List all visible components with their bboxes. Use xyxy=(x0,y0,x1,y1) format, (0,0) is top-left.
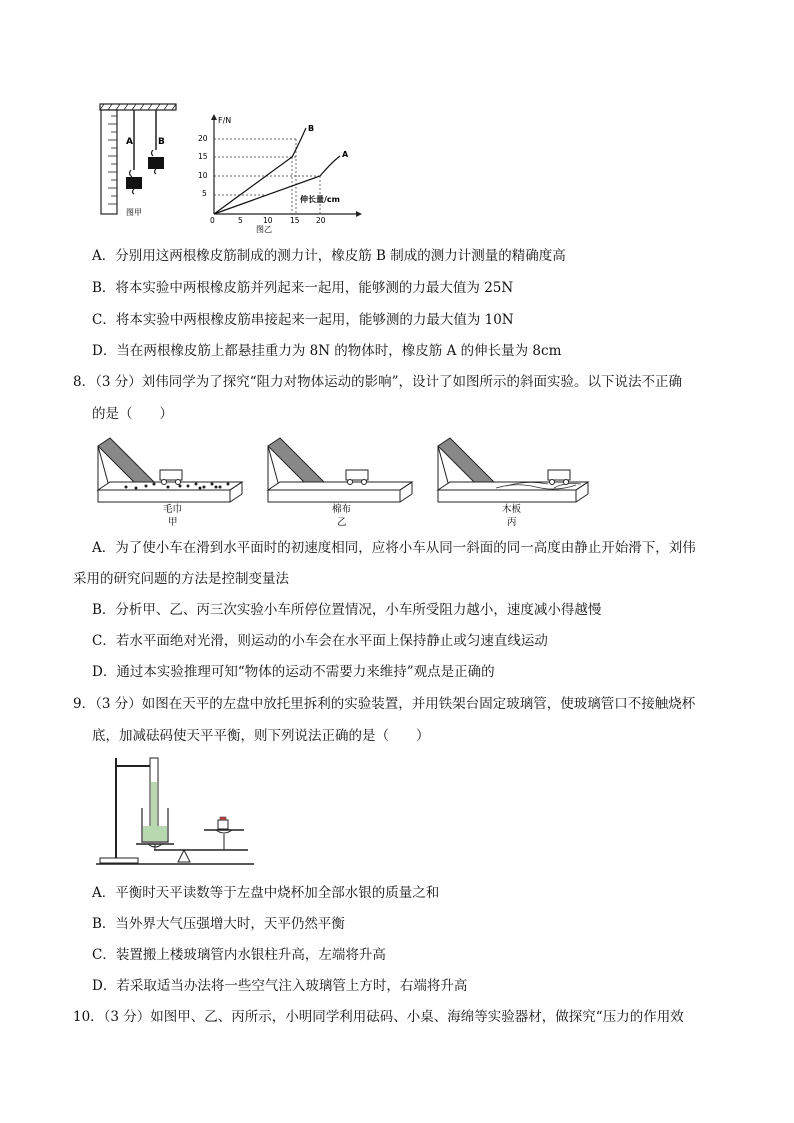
q9-stem: 9．（3 分）如图在天平的左盘中放托里拆利的实验装置，并用铁架台固定玻璃管，使玻璃管口不接触烧杯 xyxy=(73,696,696,712)
figure-incline-towel xyxy=(96,432,246,528)
band-a-label: A xyxy=(126,137,133,147)
x-tick: 15 xyxy=(290,216,300,225)
figure-jia-caption: 图甲 xyxy=(126,208,142,217)
q9-option-b: B．当外界大气压强增大时，天平仍然平衡 xyxy=(92,916,345,932)
curve-a-label: A xyxy=(342,150,349,159)
y-tick: 15 xyxy=(198,152,208,161)
q8-option-a-cont: 采用的研究问题的方法是控制变量法 xyxy=(73,571,289,587)
curve-b-label: B xyxy=(308,124,315,133)
surface-material: 棉布 xyxy=(332,504,352,515)
figure-incline-wood xyxy=(436,432,592,528)
x-tick: 20 xyxy=(316,216,326,225)
q9-option-d: D．若采取适当办法将一些空气注入玻璃管上方时，右端将升高 xyxy=(92,978,468,994)
q8-option-d: D．通过本实验推理可知“物体的运动不需要力来维持”观点是正确的 xyxy=(92,664,495,680)
q8-option-c: C．若水平面绝对光滑，则运动的小车会在水平面上保持静止或匀速直线运动 xyxy=(92,633,548,649)
q7-option-c: C．将本实验中两根橡皮筋串接起来一起用，能够测的力最大值为 10N xyxy=(92,312,514,328)
q9-stem-cont: 底，加减砝码使天平平衡，则下列说法正确的是（ ） xyxy=(92,728,430,744)
surface-name: 丙 xyxy=(507,517,517,528)
y-axis-label: F/N xyxy=(218,116,232,125)
q8-option-b: B．分析甲、乙、丙三次实验小车所停位置情况，小车所受阻力越小，速度减小得越慢 xyxy=(92,602,602,618)
q9-option-c: C．装置搬上楼玻璃管内水银柱升高，左端将升高 xyxy=(92,947,386,963)
q9-option-a: A．平衡时天平读数等于左盘中烧杯加全部水银的质量之和 xyxy=(92,885,440,901)
q8-stem: 8．（3 分）刘伟同学为了探究“阻力对物体运动的影响”，设计了如图所示的斜面实验。以下说法不正确 xyxy=(73,374,683,390)
figure-torricelli-balance xyxy=(94,752,256,870)
figure-yi-caption: 图乙 xyxy=(256,225,272,234)
surface-name: 甲 xyxy=(168,517,178,528)
q7-option-a: A．分别用这两根橡皮筋制成的测力计，橡皮筋 B 制成的测力计测量的精确度高 xyxy=(92,248,566,264)
y-tick: 20 xyxy=(198,134,208,143)
surface-name: 乙 xyxy=(337,517,347,528)
q8-stem-cont: 的是（ ） xyxy=(92,406,173,422)
q10-stem: 10．（3 分）如图甲、乙、丙所示，小明同学利用砝码、小桌、海绵等实验器材，做探究“压力的作用效 xyxy=(73,1009,684,1025)
x-tick: 10 xyxy=(263,216,273,225)
x-tick: 5 xyxy=(238,216,243,225)
y-tick: 5 xyxy=(202,189,207,198)
band-b-label: B xyxy=(158,137,165,147)
y-tick: 10 xyxy=(198,171,208,180)
q7-option-d: D．当在两根橡皮筋上都悬挂重力为 8N 的物体时，橡皮筋 A 的伸长量为 8cm xyxy=(92,343,562,359)
figure-yi-force-extension-graph xyxy=(196,112,362,234)
figure-incline-cotton xyxy=(266,432,416,528)
x-tick: 0 xyxy=(210,216,215,225)
q8-option-a: A．为了使小车在滑到水平面时的初速度相同，应将小车从同一斜面的同一高度由静止开始滑下，刘伟 xyxy=(92,540,696,556)
x-axis-label: 伸长量/cm xyxy=(300,195,340,204)
q7-option-b: B．将本实验中两根橡皮筋并列起来一起用，能够测的力最大值为 25N xyxy=(92,280,514,296)
figure-jia-rubber-bands xyxy=(98,102,180,218)
surface-material: 毛巾 xyxy=(163,504,183,515)
surface-material: 木板 xyxy=(502,504,522,515)
